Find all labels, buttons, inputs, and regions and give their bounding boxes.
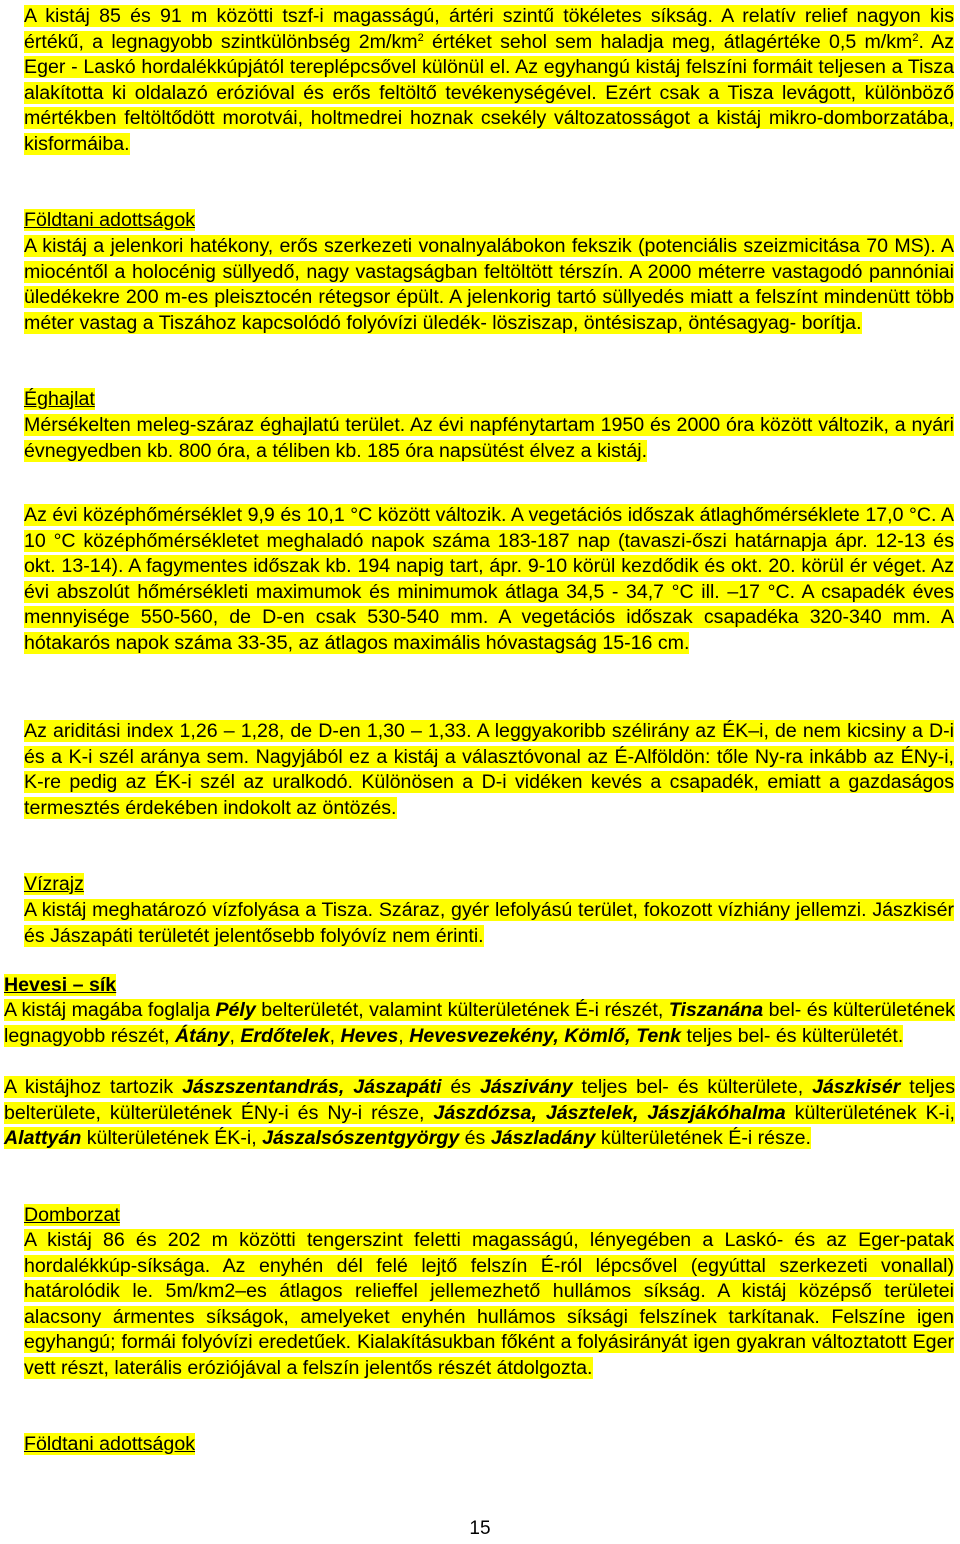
- hevesi-belongs-paragraph: A kistájhoz tartozik Jászszentandrás, Jászapáti és Jászivány teljes bel- és külterülete, Jászkisér teljes belterülete, külterületének ÉNy-i és Ny-i része, Jászdózsa, Jásztelek, Jászjákóhalma külterületének K-i, Alattyán külterületének ÉK-i, Jászalsószentgyörgy és Jászladány külterületének É-i része.: [4, 1076, 955, 1149]
- water-heading: Vízrajz: [24, 873, 84, 895]
- geology-heading: Földtani adottságok: [24, 209, 196, 231]
- page-number: 15: [469, 1518, 491, 1539]
- section-title-hevesi-sik: Hevesi – sík: [4, 974, 117, 996]
- relief-paragraph: A kistáj 86 és 202 m közötti tengerszint feletti magasságú, lényegében a Laskó- és az Eger-patak hordalékkúp-síksága. Az enyhén dél felé lejtő felszín É-ról lépcsővel (egyúttal szerkezeti vonallal) határolódik le. 5m/km2–es átlagos relieffel jellemezhető hullámos síkság. A kistáj középső területei alacsony ármentes síkságok, amelyeket enyhén hullámos síksági felszínek tarkítanak. Felszíne igen egyhangú; formái folyóvízi eredetűek. Kialakításukban főként a folyásirányát igen gyakran változtatott Eger vett részt, laterális eróziójával a felszín jelentős részét átdolgozta.: [24, 1229, 954, 1379]
- geology-heading-2: Földtani adottságok: [24, 1433, 196, 1455]
- climate-paragraph-1: Mérsékelten meleg-száraz éghajlatú terület. Az évi napfénytartam 1950 és 2000 óra között változik, a nyári évnegyedben kb. 800 óra, a téliben kb. 185 óra napsütést élvez a kistáj.: [24, 414, 954, 462]
- intro-paragraph: A kistáj 85 és 91 m közötti tszf-i magasságú, ártéri szintű tökéletes síkság. A relatív relief nagyon kis értékű, a legnagyobb szintkülönbség $2m/km^2$ értéket sehol sem haladja meg, átlagértéke 0,5 $m/km^2$. Az Eger - Laskó hordalékkúpjától tereplépcsővel különül el. Az egyhangú kistáj felszíni formáit teljesen a Tisza alakította ki oldalazó erózióval és erős feltöltő tevékenységével. Ezért csak a Tisza levágott, különböző mértékben feltöltődött morotvái, holtmedrei hoznak csekély változatosságot a kistáj mikro-domborzatába, kisformáiba.: [24, 5, 954, 155]
- geology-paragraph: A kistáj a jelenkori hatékony, erős szerkezeti vonalnyalábokon fekszik (potenciális szeizmicitása 70 MS). A miocéntől a holocénig süllyedő, nagy vastagságban feltöltött térszín. A 2000 méterre vastagodó pannóniai üledékekre 200 m-es pleisztocén rétegsor épült. A jelenkorig tartó süllyedés miatt a felszínt mindenütt több méter vastag a Tiszához kapcsolódó folyóvízi üledék- lösziszap, öntésiszap, öntésagyag- borítja.: [24, 235, 954, 334]
- climate-heading: Éghajlat: [24, 388, 95, 410]
- water-paragraph: A kistáj meghatározó vízfolyása a Tisza. Száraz, gyér lefolyású terület, fokozott vízhiány jellemzi. Jászkisér és Jászapáti területét jelentősebb folyóvíz nem érinti.: [24, 899, 954, 947]
- relief-heading: Domborzat: [24, 1204, 120, 1226]
- hevesi-settlements-paragraph: A kistáj magába foglalja Pély belterületét, valamint külterületének É-i részét, Tiszanána bel- és külterületének legnagyobb részét, Átány, Erdőtelek, Heves, Hevesvezekény, Kömlő, Tenk teljes bel- és külterületét.: [4, 999, 955, 1047]
- climate-paragraph-3: Az ariditási index 1,26 – 1,28, de D-en 1,30 – 1,33. A leggyakoribb szélirány az ÉK–i, de nem kicsiny a D-i és a K-i szél aránya sem. Nagyjából ez a kistáj a választóvonal az É-Alföldön: tőle Ny-ra inkább az ÉNy-i, K-re pedig az ÉK-i szél az uralkodó. Különösen a D-i vidéken kevés a csapadék, emiatt a gazdaságos termesztés érdekében indokolt az öntözés.: [24, 720, 954, 819]
- climate-paragraph-2: Az évi középhőmérséklet 9,9 és 10,1 °C között változik. A vegetációs időszak átlaghőmérséklete 17,0 °C. A 10 °C középhőmérsékletet meghaladó napok száma 183-187 nap (tavaszi-őszi határnapja ápr. 12-13 és okt. 13-14). A fagymentes időszak kb. 194 napig tart, ápr. 9-10 körül kezdődik és okt. 20. körül ér véget. Az évi abszolút hőmérsékleti maximumok és minimumok átlaga 34,5 - 34,7 °C ill. –17 °C. A csapadék éves mennyisége 550-560, de D-en csak 530-540 mm. A vegetációs időszak csapadéka 320-340 mm. A hótakarós napok száma 33-35, az átlagos maximális hóvastagság 15-16 cm.: [24, 504, 954, 654]
